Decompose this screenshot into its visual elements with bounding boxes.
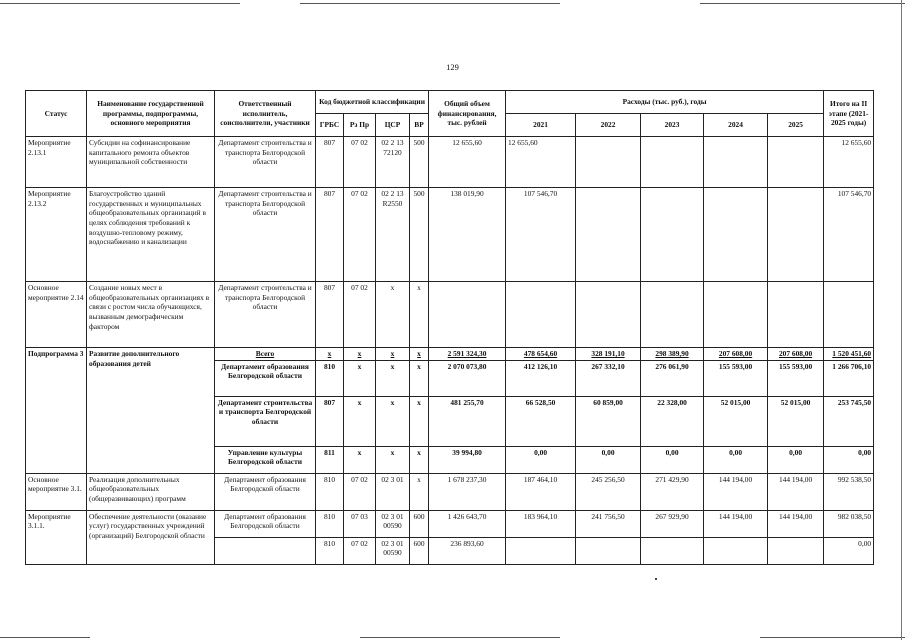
row-2021: 12 655,60 — [506, 137, 576, 188]
row-2023 — [641, 137, 704, 188]
row-name: Обеспечение деятельности (оказание услуг) государственных учреждений (организаций) Белгородской области — [87, 510, 215, 564]
row-2023: 267 929,90 — [641, 510, 704, 537]
row-grbs: 810 — [316, 510, 344, 537]
row-csr: х — [376, 360, 410, 396]
row-name: Создание новых мест в общеобразовательных организациях в связи с ростом числа обучающихся, вызванным демографическим фактором — [87, 282, 215, 348]
row-2022 — [576, 282, 641, 348]
row-stage-total: 982 038,50 — [824, 510, 874, 537]
row-status: Мероприятие 2.13.1 — [26, 137, 87, 188]
row-2022: 0,00 — [576, 446, 641, 473]
row-vr: 600 — [410, 537, 429, 564]
row-rzpr: 07 02 — [344, 282, 376, 348]
table-row — [26, 473, 874, 510]
row-grbs: 807 — [316, 396, 344, 446]
row-name: Субсидии на софинансирование капитального ремонта объектов муниципальной собственности — [87, 137, 215, 188]
header-rzpr: Рз Пр — [344, 114, 376, 137]
row-executor: Департамент строительства и транспорта Белгородской области — [215, 282, 316, 348]
row-vr: 500 — [410, 188, 429, 282]
header-budget-code: Код бюджетной классификации — [316, 91, 429, 114]
row-grbs: х — [316, 348, 344, 361]
header-2023: 2023 — [641, 114, 704, 137]
row-2022 — [576, 537, 641, 564]
row-stage-total — [824, 282, 874, 348]
row-executor: Управление культуры Белгородской области — [215, 446, 316, 473]
bottom-line-middle — [360, 637, 560, 638]
row-grbs: 807 — [316, 282, 344, 348]
row-grbs: 807 — [316, 188, 344, 282]
row-2024: 0,00 — [704, 446, 768, 473]
row-total: 1 426 643,70 — [429, 510, 506, 537]
row-executor: Департамент образования Белгородской области — [215, 510, 316, 537]
bottom-line-right — [760, 637, 905, 638]
row-vr: х — [410, 396, 429, 446]
row-executor: Департамент строительства и транспорта Белгородской области — [215, 137, 316, 188]
row-total: 1 678 237,30 — [429, 473, 506, 510]
row-2022 — [576, 137, 641, 188]
table-row — [26, 137, 874, 188]
row-rzpr: 07 02 — [344, 473, 376, 510]
row-2023: 271 429,90 — [641, 473, 704, 510]
row-2025: 144 194,00 — [768, 473, 824, 510]
header-2024: 2024 — [704, 114, 768, 137]
row-total: 2 591 324,30 — [429, 348, 506, 361]
row-executor: Департамент образования Белгородской области — [215, 473, 316, 510]
row-2024 — [704, 137, 768, 188]
row-2023: 22 328,00 — [641, 396, 704, 446]
row-name: Благоустройство зданий государственных и муниципальных общеобразовательных организаций в целях соблюдения требований к воздушно-тепловому режиму, водоснабжению и канализации — [87, 188, 215, 282]
row-2021: 478 654,60 — [506, 348, 576, 361]
row-csr: х — [376, 348, 410, 361]
row-stage-total: 1 520 451,60 — [824, 348, 874, 361]
row-2025: 144 194,00 — [768, 510, 824, 537]
row-2024: 144 194,00 — [704, 473, 768, 510]
row-2025: 52 015,00 — [768, 396, 824, 446]
row-grbs: 810 — [316, 360, 344, 396]
row-status: Основное мероприятие 2.14 — [26, 282, 87, 348]
row-vr: 500 — [410, 137, 429, 188]
row-name: Развитие дополнительного образования детей — [87, 348, 215, 474]
row-2023: 276 061,90 — [641, 360, 704, 396]
row-stage-total: 0,00 — [824, 446, 874, 473]
row-2021 — [506, 282, 576, 348]
row-grbs: 810 — [316, 537, 344, 564]
row-vr: х — [410, 348, 429, 361]
row-status: Подпрограмма 3 — [26, 348, 87, 474]
row-2023 — [641, 188, 704, 282]
table-row — [26, 282, 874, 348]
row-2023: 298 389,90 — [641, 348, 704, 361]
row-vr: х — [410, 360, 429, 396]
row-executor: Департамент образования Белгородской области — [215, 360, 316, 396]
row-rzpr: х — [344, 446, 376, 473]
row-vr: х — [410, 282, 429, 348]
row-stage-total: 107 546,70 — [824, 188, 874, 282]
row-2025: 0,00 — [768, 446, 824, 473]
row-2022: 245 256,50 — [576, 473, 641, 510]
row-2022: 267 332,10 — [576, 360, 641, 396]
row-2024 — [704, 537, 768, 564]
row-csr: 02 3 01 00590 — [376, 537, 410, 564]
row-stage-total: 1 266 706,10 — [824, 360, 874, 396]
row-2024: 207 608,00 — [704, 348, 768, 361]
row-executor — [215, 537, 316, 564]
row-2021 — [506, 537, 576, 564]
row-stage-total: 992 538,50 — [824, 473, 874, 510]
row-2021: 66 528,50 — [506, 396, 576, 446]
row-rzpr: 07 02 — [344, 137, 376, 188]
header-csr: ЦСР — [376, 114, 410, 137]
row-2025 — [768, 282, 824, 348]
row-2022: 328 191,10 — [576, 348, 641, 361]
row-2023: 0,00 — [641, 446, 704, 473]
table-row — [26, 348, 874, 361]
row-2022: 241 756,50 — [576, 510, 641, 537]
row-2024 — [704, 188, 768, 282]
row-total: 2 070 073,80 — [429, 360, 506, 396]
row-2025 — [768, 137, 824, 188]
row-rzpr: х — [344, 348, 376, 361]
budget-table — [25, 90, 874, 565]
row-2021: 183 964,10 — [506, 510, 576, 537]
row-status: Мероприятие 3.1.1. — [26, 510, 87, 564]
table-row — [26, 188, 874, 282]
row-total: 39 994,80 — [429, 446, 506, 473]
row-status: Основное мероприятие 3.1. — [26, 473, 87, 510]
row-executor: Департамент строительства и транспорта Белгородской области — [215, 396, 316, 446]
header-vr: ВР — [410, 114, 429, 137]
row-grbs: 807 — [316, 137, 344, 188]
row-2025: 207 608,00 — [768, 348, 824, 361]
row-csr: х — [376, 396, 410, 446]
row-2022: 60 859,00 — [576, 396, 641, 446]
top-line-middle — [300, 3, 560, 4]
row-2024: 155 593,00 — [704, 360, 768, 396]
row-stage-total: 12 655,60 — [824, 137, 874, 188]
bottom-line-left — [0, 637, 90, 638]
scan-speck — [655, 578, 657, 580]
row-rzpr: 07 02 — [344, 188, 376, 282]
row-executor: Всего — [215, 348, 316, 361]
row-2021: 187 464,10 — [506, 473, 576, 510]
header-executor: Ответственный исполнитель, соисполнители, участники — [215, 91, 316, 137]
row-vr: 600 — [410, 510, 429, 537]
row-total — [429, 282, 506, 348]
top-line-right — [700, 3, 905, 4]
row-grbs: 810 — [316, 473, 344, 510]
header-total-volume: Общий объем финансирования, тыс. рублей — [429, 91, 506, 137]
row-rzpr: 07 02 — [344, 537, 376, 564]
row-total: 138 019,90 — [429, 188, 506, 282]
header-expenses: Расходы (тыс. руб.), годы — [506, 91, 824, 114]
header-status: Статус — [26, 91, 87, 137]
row-csr: 02 2 13 72120 — [376, 137, 410, 188]
row-vr: х — [410, 473, 429, 510]
row-vr: х — [410, 446, 429, 473]
row-name: Реализация дополнительных общеобразовательных (общеразвивающих) программ — [87, 473, 215, 510]
row-2024: 144 194,00 — [704, 510, 768, 537]
top-line-left — [0, 3, 240, 4]
row-csr: х — [376, 282, 410, 348]
row-csr: х — [376, 446, 410, 473]
row-2021: 0,00 — [506, 446, 576, 473]
row-2023 — [641, 537, 704, 564]
page-number: 129 — [446, 62, 459, 72]
row-2021: 107 546,70 — [506, 188, 576, 282]
row-2022 — [576, 188, 641, 282]
scan-edge-line — [901, 0, 902, 640]
header-row-top — [26, 91, 874, 114]
row-2025: 155 593,00 — [768, 360, 824, 396]
header-name: Наименование государственной программы, подпрограммы, основного мероприятия — [87, 91, 215, 137]
row-2021: 412 126,10 — [506, 360, 576, 396]
row-csr: 02 2 13 R2550 — [376, 188, 410, 282]
row-total: 236 893,60 — [429, 537, 506, 564]
header-stage-total: Итого на II этапе (2021-2025 годы) — [824, 91, 874, 137]
row-2024 — [704, 282, 768, 348]
row-stage-total: 0,00 — [824, 537, 874, 564]
row-grbs: 811 — [316, 446, 344, 473]
row-status: Мероприятие 2.13.2 — [26, 188, 87, 282]
row-rzpr: х — [344, 360, 376, 396]
row-total: 481 255,70 — [429, 396, 506, 446]
row-rzpr: х — [344, 396, 376, 446]
row-executor: Департамент строительства и транспорта Белгородской области — [215, 188, 316, 282]
row-rzpr: 07 03 — [344, 510, 376, 537]
header-grbs: ГРБС — [316, 114, 344, 137]
row-2023 — [641, 282, 704, 348]
row-csr: 02 3 01 — [376, 473, 410, 510]
header-2025: 2025 — [768, 114, 824, 137]
row-2025 — [768, 188, 824, 282]
table-row — [26, 510, 874, 537]
row-total: 12 655,60 — [429, 137, 506, 188]
row-2024: 52 015,00 — [704, 396, 768, 446]
row-stage-total: 253 745,50 — [824, 396, 874, 446]
header-2022: 2022 — [576, 114, 641, 137]
row-csr: 02 3 01 00590 — [376, 510, 410, 537]
header-2021: 2021 — [506, 114, 576, 137]
row-2025 — [768, 537, 824, 564]
